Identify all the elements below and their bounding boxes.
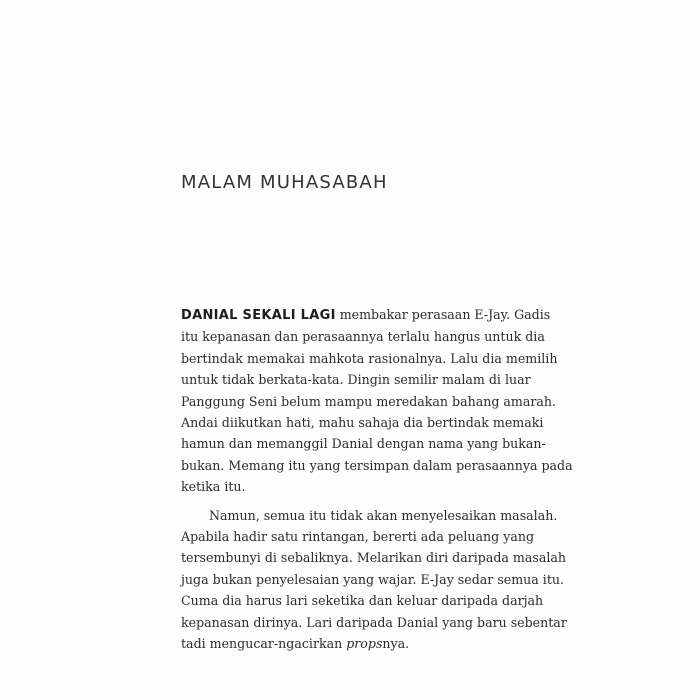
text-line-start: tadi mengucar-ngacirkan [181,636,347,652]
text-line: Andai diikutkan hati, mahu sahaja dia bertindak memaki [181,415,544,431]
text-line: juga bukan penyelesaian yang wajar. E-Jay sedar semua itu. [181,571,565,587]
text-line: tersembunyi di sebaliknya. Melarikan diri daripada masalah [181,550,566,566]
text-line: Panggung Seni belum mampu meredakan bahang amarah. [181,393,556,409]
text-line: Cuma dia harus lari seketika dan keluar daripada darjah [181,593,544,609]
text-line: bertindak memakai mahkota rasionalnya. Lalu dia memilih [181,350,558,366]
paragraph-1 [181,304,573,498]
lead-in-caps: DANIAL SEKALI LAGI [181,308,336,323]
text-line-end: nya. [382,636,410,652]
text-line: ketika itu. [181,479,246,495]
chapter-body [181,304,573,655]
text-line: Namun, semua itu tidak akan menyelesaikan masalah. [209,507,558,523]
chapter-title: MALAM MUHASABAH [181,172,388,193]
text-line: untuk tidak berkata-kata. Dingin semilir malam di luar [181,372,531,388]
text-line: hamun dan memanggil Danial dengan nama yang bukan- [181,436,546,452]
italic-word: props [346,636,383,652]
text-line: Apabila hadir satu rintangan, bererti ada peluang yang [181,529,535,545]
text-line: kepanasan dirinya. Lari daripada Danial yang baru sebentar [181,614,567,630]
text-line-rest: membakar perasaan E-Jay. Gadis [335,307,551,322]
text-line [181,633,526,654]
paragraph-2 [181,505,567,655]
text-line: bukan. Memang itu yang tersimpan dalam perasaannya pada [181,457,573,473]
text-line [181,304,551,326]
text-line: itu kepanasan dan perasaannya terlalu hangus untuk dia [181,329,545,345]
